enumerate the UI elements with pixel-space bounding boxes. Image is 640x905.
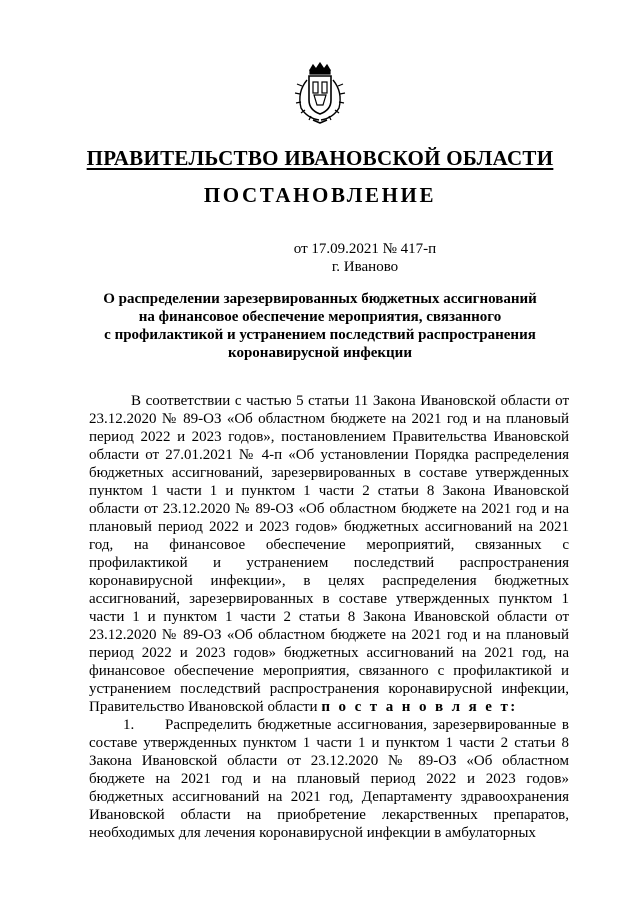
subject-line: коронавирусной инфекции xyxy=(228,345,412,361)
item-paragraph xyxy=(89,716,569,842)
document-body xyxy=(89,392,569,842)
preamble-paragraph xyxy=(89,392,569,716)
list-item xyxy=(89,716,569,842)
item-number: 1. xyxy=(123,717,135,733)
ivanovo-coat-of-arms-icon xyxy=(293,62,347,124)
item-text: Распределить бюджетные ассигнования, зарезервированные в составе утвержденных пунктом 1 части 1 и пунктом 1 части 2 статьи 8 Закона Ивановской области от 23.12.2020 № 89-ОЗ «Об областном бюджете на 2021 год и на плановый период 2022 и 2023 годов» бюджетных ассигнований на 2021 год, Департаменту здравоохранения Ивановской области на приобретение лекарственных препаратов, необходимых для лечения коронавирусной инфекции в амбулаторных xyxy=(89,717,569,841)
document-type: ПОСТАНОВЛЕНИЕ xyxy=(203,183,437,207)
subject-line: на финансовое обеспечение мероприятия, связанного xyxy=(138,309,502,325)
issue-city: г. Иваново xyxy=(331,259,399,275)
resolves-punct: : xyxy=(510,699,518,715)
organization-title: ПРАВИТЕЛЬСТВО ИВАНОВСКОЙ ОБЛАСТИ xyxy=(86,146,554,170)
preamble-text: В соответствии с частью 5 статьи 11 Закона Ивановской области от 23.12.2020 № 89-ОЗ «Об областном бюджете на 2021 год и на плановый период 2022 и 2023 годов», постановлением Правительства Ивановской области от 27.01.2021 № 4-п «Об установлении Порядка распределения бюджетных ассигнований, зарезервированных в составе утвержденных пунктом 1 части 1 и пунктом 1 части 2 статьи 8 Закона Ивановской области от 23.12.2020 № 89-ОЗ «Об областном бюджете на 2021 год и на плановый период 2022 и 2023 годов» бюджетных ассигнований на 2021 год, на финансовое обеспечение мероприятий, связанных с профилактикой и устранением последствий распространения коронавирусной инфекции», в целях распределения бюджетных ассигнований, зарезервированных в составе утвержденных пунктом 1 части 1 и пунктом 1 части 2 статьи 8 Закона Ивановской области от 23.12.2020 № 89-ОЗ «Об областном бюджете на 2021 год и на плановый период 2022 и 2023 годов» бюджетных ассигнований на 2021 год, на финансовое обеспечение мероприятия, связанного с профилактикой и устранением последствий распространения коронавирусной инфекции, Правительство Ивановской области xyxy=(89,393,569,715)
subject-line: О распределении зарезервированных бюджетных ассигнований xyxy=(103,291,537,307)
date-and-number: от 17.09.2021 № 417-п xyxy=(293,241,437,257)
resolves-word: п о с т а н о в л я е т xyxy=(321,699,511,715)
document-subject xyxy=(60,290,580,362)
subject-line: с профилактикой и устранением последствий распространения xyxy=(104,327,536,343)
